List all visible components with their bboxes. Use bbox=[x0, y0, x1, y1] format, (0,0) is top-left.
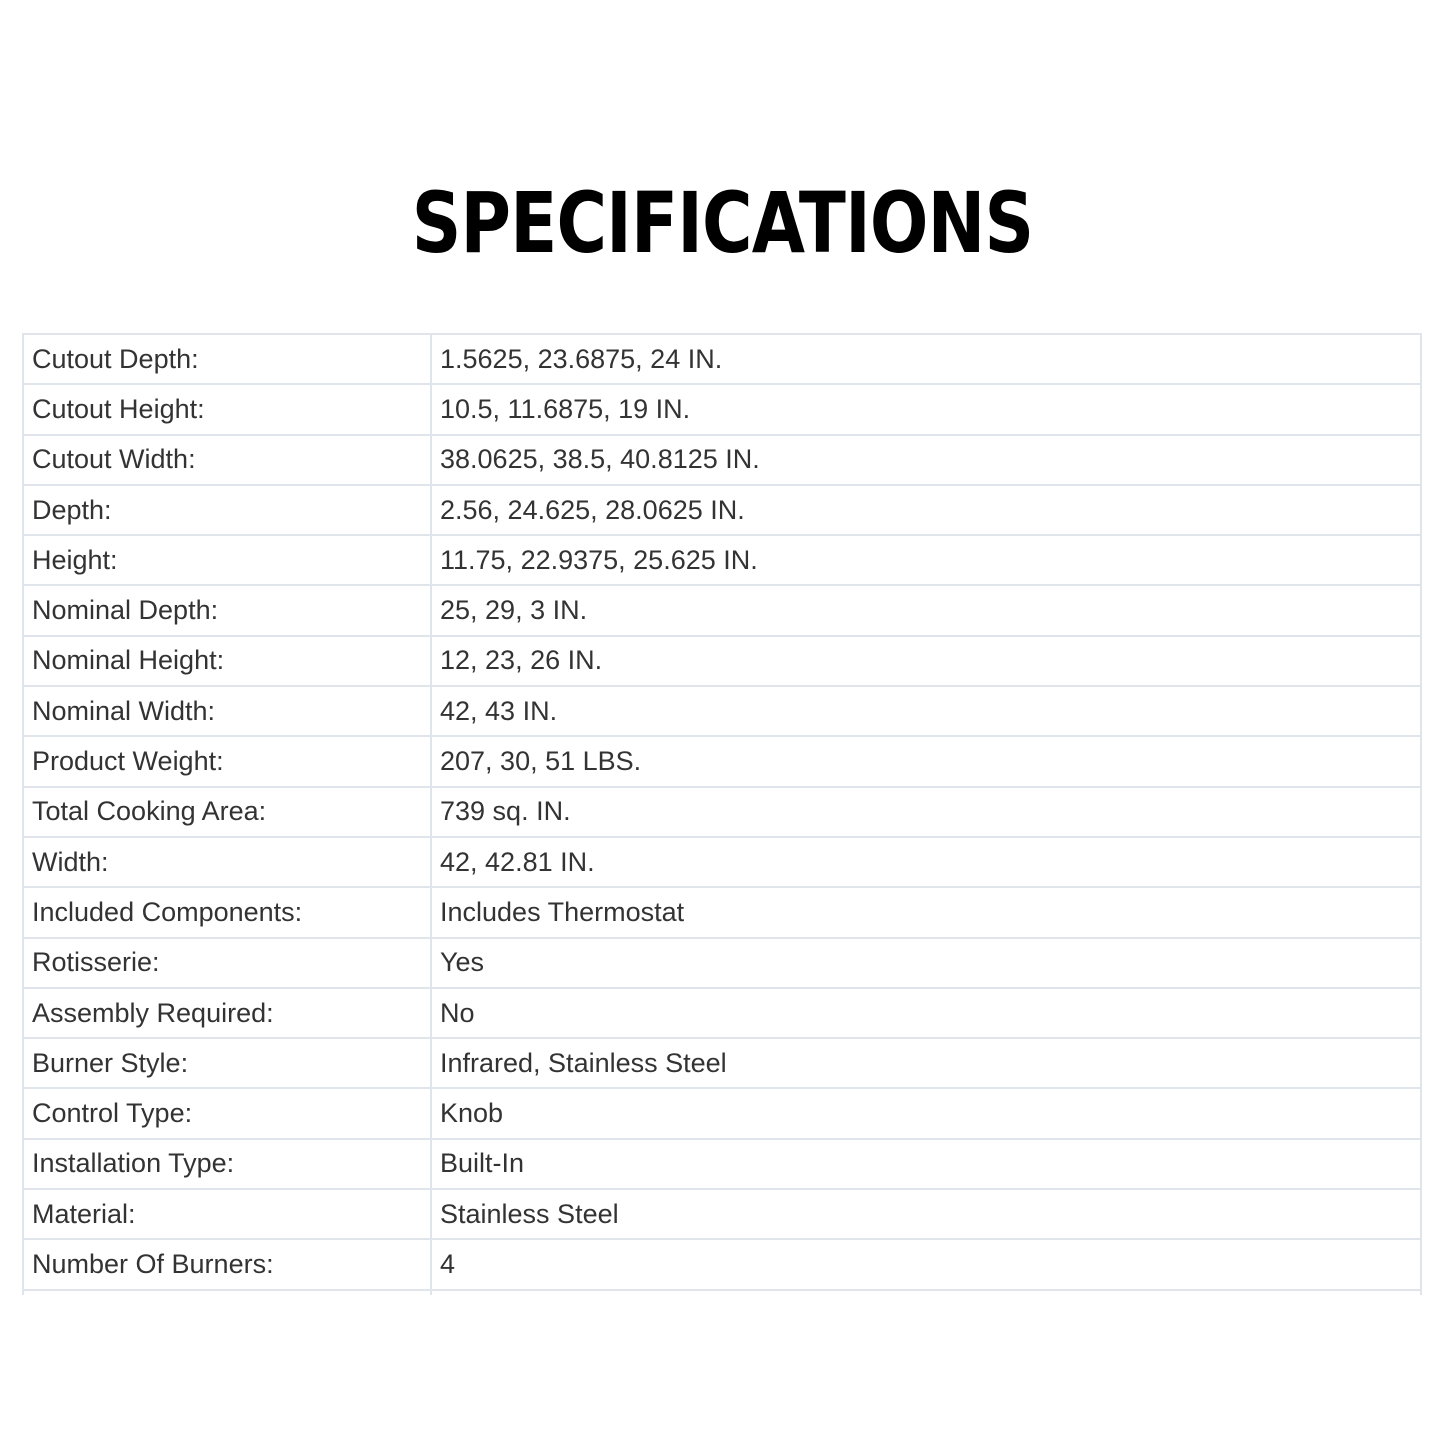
spec-value: 38.0625, 38.5, 40.8125 IN. bbox=[431, 435, 1421, 485]
spec-label: Included Components: bbox=[23, 887, 431, 937]
spec-value: 12, 23, 26 IN. bbox=[431, 636, 1421, 686]
specifications-table bbox=[22, 333, 1422, 1295]
spec-value: Stainless Steel bbox=[431, 1189, 1421, 1239]
table-row bbox=[23, 585, 1421, 635]
table-row bbox=[23, 535, 1421, 585]
specifications-table-body bbox=[23, 334, 1421, 1295]
spec-value: Knob bbox=[431, 1088, 1421, 1138]
spec-value: 42, 42.81 IN. bbox=[431, 837, 1421, 887]
page-title: SPECIFICATIONS bbox=[411, 174, 1034, 272]
spec-value: 10.5, 11.6875, 19 IN. bbox=[431, 384, 1421, 434]
spec-label: Width: bbox=[23, 837, 431, 887]
spec-label: Nominal Width: bbox=[23, 686, 431, 736]
table-row bbox=[23, 1088, 1421, 1138]
spec-value: Built-In bbox=[431, 1139, 1421, 1189]
spec-label: Control Type: bbox=[23, 1088, 431, 1138]
table-row bbox=[23, 1189, 1421, 1239]
spec-label: Product Weight: bbox=[23, 736, 431, 786]
spec-label: Rotisserie: bbox=[23, 938, 431, 988]
table-row bbox=[23, 736, 1421, 786]
table-row bbox=[23, 334, 1421, 384]
spec-label: Cutout Width: bbox=[23, 435, 431, 485]
spec-value: 42, 43 IN. bbox=[431, 686, 1421, 736]
table-row bbox=[23, 384, 1421, 434]
table-row bbox=[23, 938, 1421, 988]
spec-value: 4 bbox=[431, 1239, 1421, 1289]
spec-label: Installation Type: bbox=[23, 1139, 431, 1189]
spec-value: Infrared, Stainless Steel bbox=[431, 1038, 1421, 1088]
table-row bbox=[23, 636, 1421, 686]
spec-value: 739 sq. IN. bbox=[431, 787, 1421, 837]
spec-label: Cutout Depth: bbox=[23, 334, 431, 384]
spec-label: Height: bbox=[23, 535, 431, 585]
spec-label: Assembly Required: bbox=[23, 988, 431, 1038]
table-row bbox=[23, 1239, 1421, 1289]
table-row bbox=[23, 887, 1421, 937]
spec-label: Total Cooking Area: bbox=[23, 787, 431, 837]
table-row-trailing bbox=[23, 1290, 1421, 1295]
spec-label: Nominal Depth: bbox=[23, 585, 431, 635]
spec-value: 2.56, 24.625, 28.0625 IN. bbox=[431, 485, 1421, 535]
table-row bbox=[23, 837, 1421, 887]
spec-value: Includes Thermostat bbox=[431, 887, 1421, 937]
table-row bbox=[23, 686, 1421, 736]
table-row bbox=[23, 988, 1421, 1038]
spec-value: 1.5625, 23.6875, 24 IN. bbox=[431, 334, 1421, 384]
spec-label-empty bbox=[23, 1290, 431, 1295]
spec-value: No bbox=[431, 988, 1421, 1038]
spec-value-empty bbox=[431, 1290, 1421, 1295]
spec-label: Cutout Height: bbox=[23, 384, 431, 434]
spec-label: Material: bbox=[23, 1189, 431, 1239]
spec-value: 207, 30, 51 LBS. bbox=[431, 736, 1421, 786]
spec-label: Number Of Burners: bbox=[23, 1239, 431, 1289]
spec-label: Burner Style: bbox=[23, 1038, 431, 1088]
spec-value: Yes bbox=[431, 938, 1421, 988]
spec-label: Depth: bbox=[23, 485, 431, 535]
spec-value: 11.75, 22.9375, 25.625 IN. bbox=[431, 535, 1421, 585]
table-row bbox=[23, 435, 1421, 485]
table-row bbox=[23, 485, 1421, 535]
table-row bbox=[23, 787, 1421, 837]
table-row bbox=[23, 1038, 1421, 1088]
spec-label: Nominal Height: bbox=[23, 636, 431, 686]
spec-value: 25, 29, 3 IN. bbox=[431, 585, 1421, 635]
table-row bbox=[23, 1139, 1421, 1189]
